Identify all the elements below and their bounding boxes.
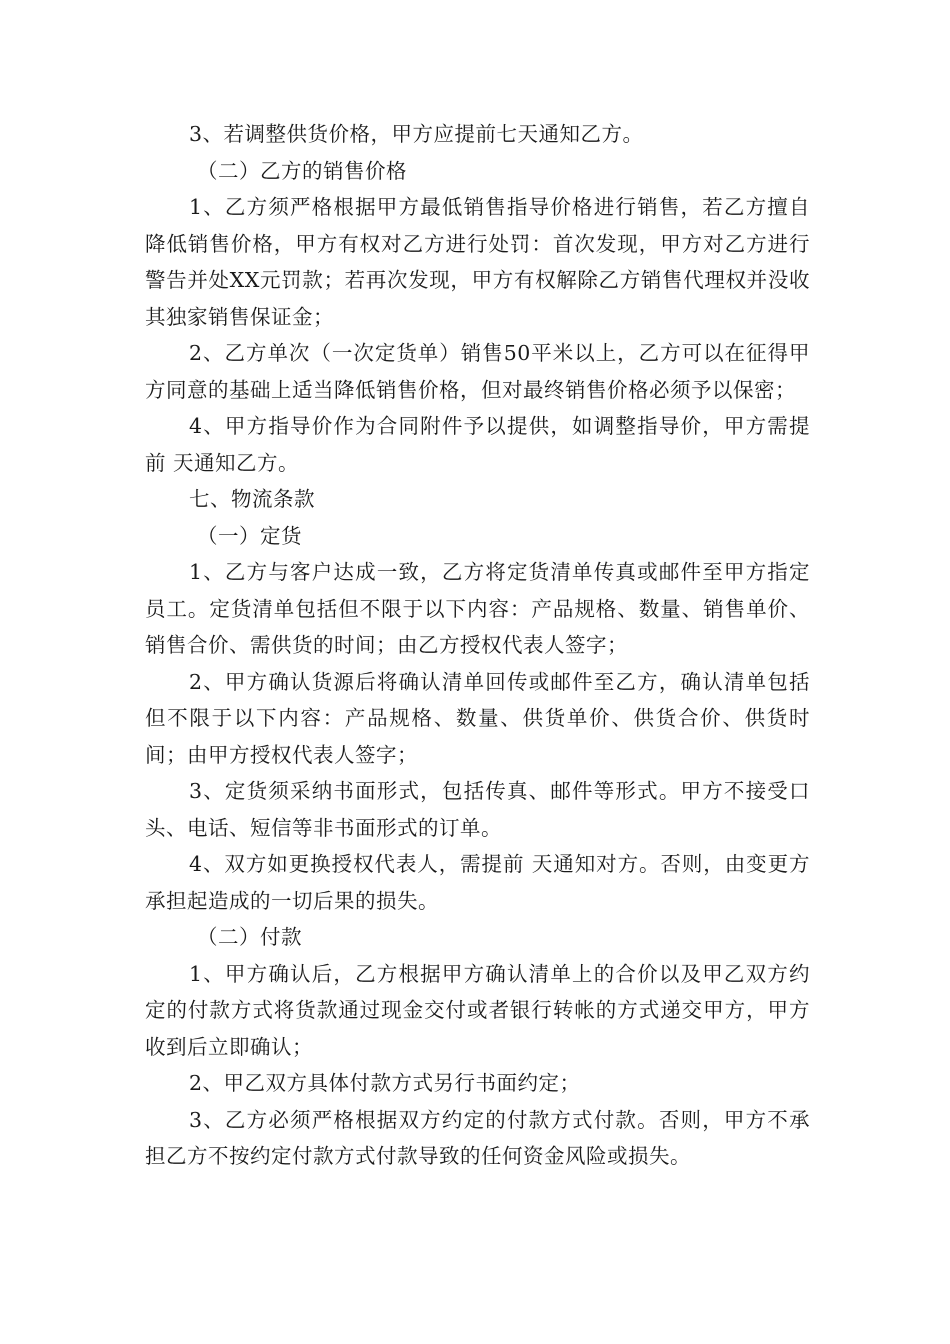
paragraph-min-price-rule: 1、乙方须严格根据甲方最低销售指导价格进行销售，若乙方擅自降低销售价格，甲方有权对乙方进行处罚：首次发现，甲方对乙方进行警告并处XX元罚款；若再次发现，甲方有权解除乙方销售代理权并没收其独家销售保证金；: [145, 195, 810, 329]
heading-sales-price: （二）乙方的销售价格: [197, 158, 407, 183]
document-body: [145, 116, 810, 1175]
paragraph-payment-method: 1、甲方确认后，乙方根据甲方确认清单上的合价以及甲乙双方约定的付款方式将货款通过现金交付或者银行转帐的方式递交甲方，甲方收到后立即确认；: [145, 961, 810, 1059]
paragraph-bulk-discount: 2、乙方单次（一次定货单）销售50平米以上，乙方可以在征得甲方同意的基础上适当降低销售价格，但对最终销售价格必须予以保密；: [145, 341, 810, 402]
paragraph-order-list: 1、乙方与客户达成一致，乙方将定货清单传真或邮件至甲方指定员工。定货清单包括但不限于以下内容：产品规格、数量、销售单价、销售合价、需供货的时间；由乙方授权代表人签字；: [145, 560, 810, 657]
paragraph-payment-agreement: 2、甲乙双方具体付款方式另行书面约定；: [189, 1071, 581, 1095]
paragraph-payment-risk: 3、乙方必须严格根据双方约定的付款方式付款。否则，甲方不承担乙方不按约定付款方式付款导致的任何资金风险或损失。: [145, 1107, 810, 1168]
paragraph-written-form: 3、定货须采纳书面形式，包括传真、邮件等形式。甲方不接受口头、电话、短信等非书面形式的订单。: [145, 779, 810, 840]
paragraph-guide-price-attachment: 4、甲方指导价作为合同附件予以提供，如调整指导价，甲方需提前 天通知乙方。: [145, 414, 810, 475]
heading-ordering: （一）定货: [197, 523, 302, 548]
heading-payment: （二）付款: [197, 925, 302, 949]
paragraph-confirm-list: 2、甲方确认货源后将确认清单回传或邮件至乙方，确认清单包括但不限于以下内容：产品规格、数量、供货单价、供货合价、供货时间；由甲方授权代表人签字；: [145, 669, 810, 767]
paragraph-price-adjust-notice: 3、若调整供货价格，甲方应提前七天通知乙方。: [189, 122, 644, 146]
paragraph-change-representative: 4、双方如更换授权代表人，需提前 天通知对方。否则，由变更方承担起造成的一切后果的损失。: [145, 852, 810, 913]
heading-logistics-terms: 七、物流条款: [189, 487, 315, 511]
